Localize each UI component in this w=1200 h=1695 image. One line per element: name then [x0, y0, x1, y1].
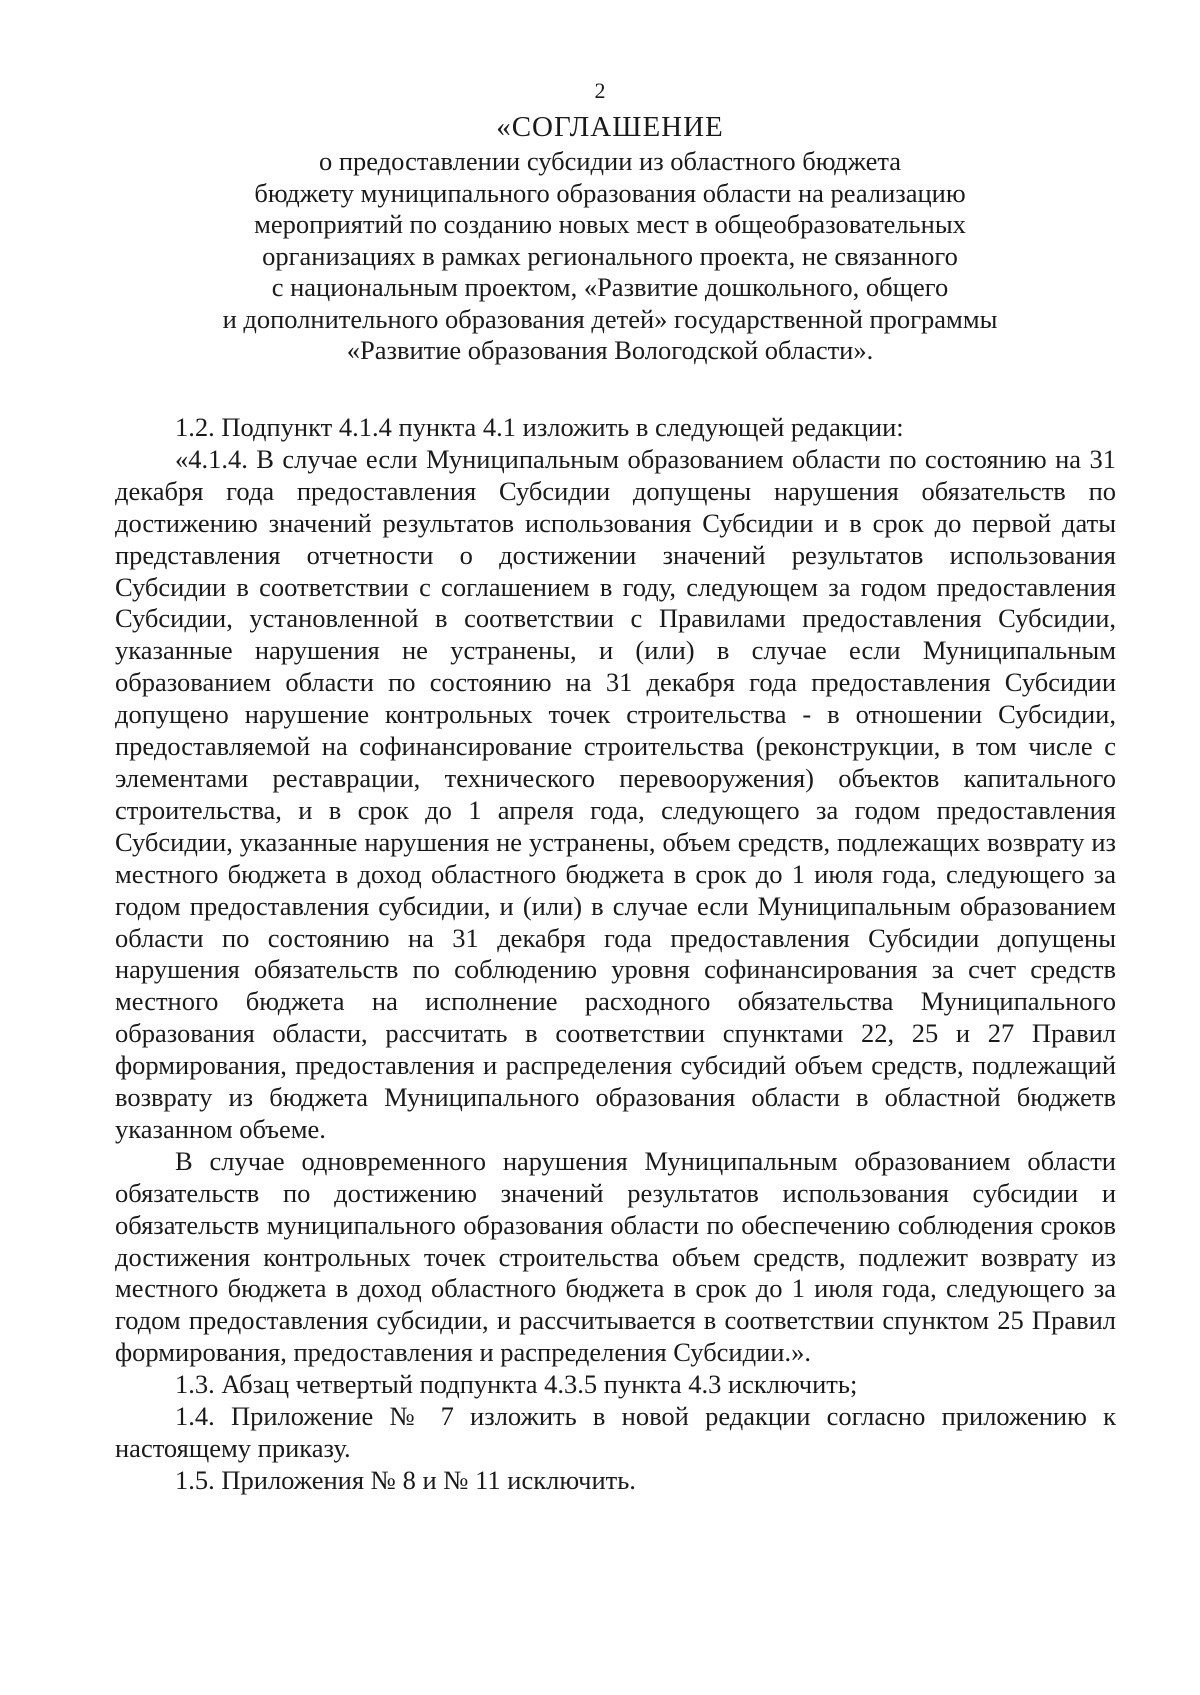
paragraph-1-4: 1.4. Приложение № 7 изложить в новой редакции согласно приложению к настоящему приказу.	[115, 1401, 1116, 1463]
paragraph-simultaneous-violation: В случае одновременного нарушения Муниципальным образованием области обязательств по достижению значений результатов использования субсидии и обязательств муниципального образования области по обеспечению соблюдения сроков достижения контрольных точек строительства объем средств, подлежит возврату из местного бюджета в доход областного бюджета в срок до 1 июля года, следующего за годом предоставления субсидии, и рассчитывается в соответствии спунктом 25 Правил формирования, предоставления и распределения Субсидии.».	[115, 1145, 1116, 1368]
page-number: 2	[594, 78, 606, 103]
paragraph-1-2: 1.2. Подпункт 4.1.4 пункта 4.1 изложить в следующей редакции:	[175, 412, 904, 442]
paragraph-1-5: 1.5. Приложения № 8 и № 11 исключить.	[175, 1464, 636, 1495]
document-body	[115, 412, 1116, 1497]
agreement-title-block	[150, 110, 1070, 367]
agreement-subtitle-line: организациях в рамках регионального проекта, не связанного	[262, 240, 958, 271]
agreement-subtitle-line: «Развитие образования Вологодской области».	[346, 335, 874, 365]
agreement-title: «СОГЛАШЕНИЕ	[496, 111, 724, 143]
agreement-subtitle-line: мероприятий по созданию новых мест в общеобразовательных	[254, 209, 966, 239]
agreement-subtitle-line: бюджету муниципального образования области на реализацию	[254, 177, 966, 208]
paragraph-4-1-4: «4.1.4. В случае если Муниципальным образованием области по состоянию на 31 декабря года предоставления Субсидии допущены нарушения обязательств по достижению значений результатов использования Субсидии и в срок до первой даты представления отчетности о достижении значений результатов использования Субсидии в соответствии с соглашением в году, следующем за годом предоставления Субсидии, установленной в соответствии с Правилами предоставления Субсидии, указанные нарушения не устранены, и (или) в случае если Муниципальным образованием области по состоянию на 31 декабря года предоставления Субсидии допущено нарушение контрольных точек строительства - в отношении Субсидии, предоставляемой на софинансирование строительства (реконструкции, в том числе с элементами реставрации, технического перевооружения) объектов капитального строительства, и в срок до 1 апреля года, следующего за годом предоставления Субсидии, указанные нарушения не устранены, объем средств, подлежащих возврату из местного бюджета в доход областного бюджета в срок до 1 июля года, следующего за годом предоставления субсидии, и (или) в случае если Муниципальным образованием области по состоянию на 31 декабря года предоставления Субсидии допущены нарушения обязательств по соблюдению уровня софинансирования за счет средств местного бюджета на исполнение расходного обязательства Муниципального образования области, рассчитать в соответствии спунктами 22, 25 и 27 Правил формирования, предоставления и распределения субсидий объем средств, подлежащий возврату из бюджета Муниципального образования области в областной бюджетв указанном объеме.	[115, 443, 1116, 1144]
paragraph-1-3: 1.3. Абзац четвертый подпункта 4.3.5 пункта 4.3 исключить;	[175, 1369, 858, 1400]
agreement-subtitle-line: и дополнительного образования детей» государственной программы	[222, 303, 998, 334]
agreement-subtitle-line: с национальным проектом, «Развитие дошкольного, общего	[271, 272, 949, 302]
agreement-subtitle-line: о предоставлении субсидии из областного бюджета	[318, 146, 902, 176]
